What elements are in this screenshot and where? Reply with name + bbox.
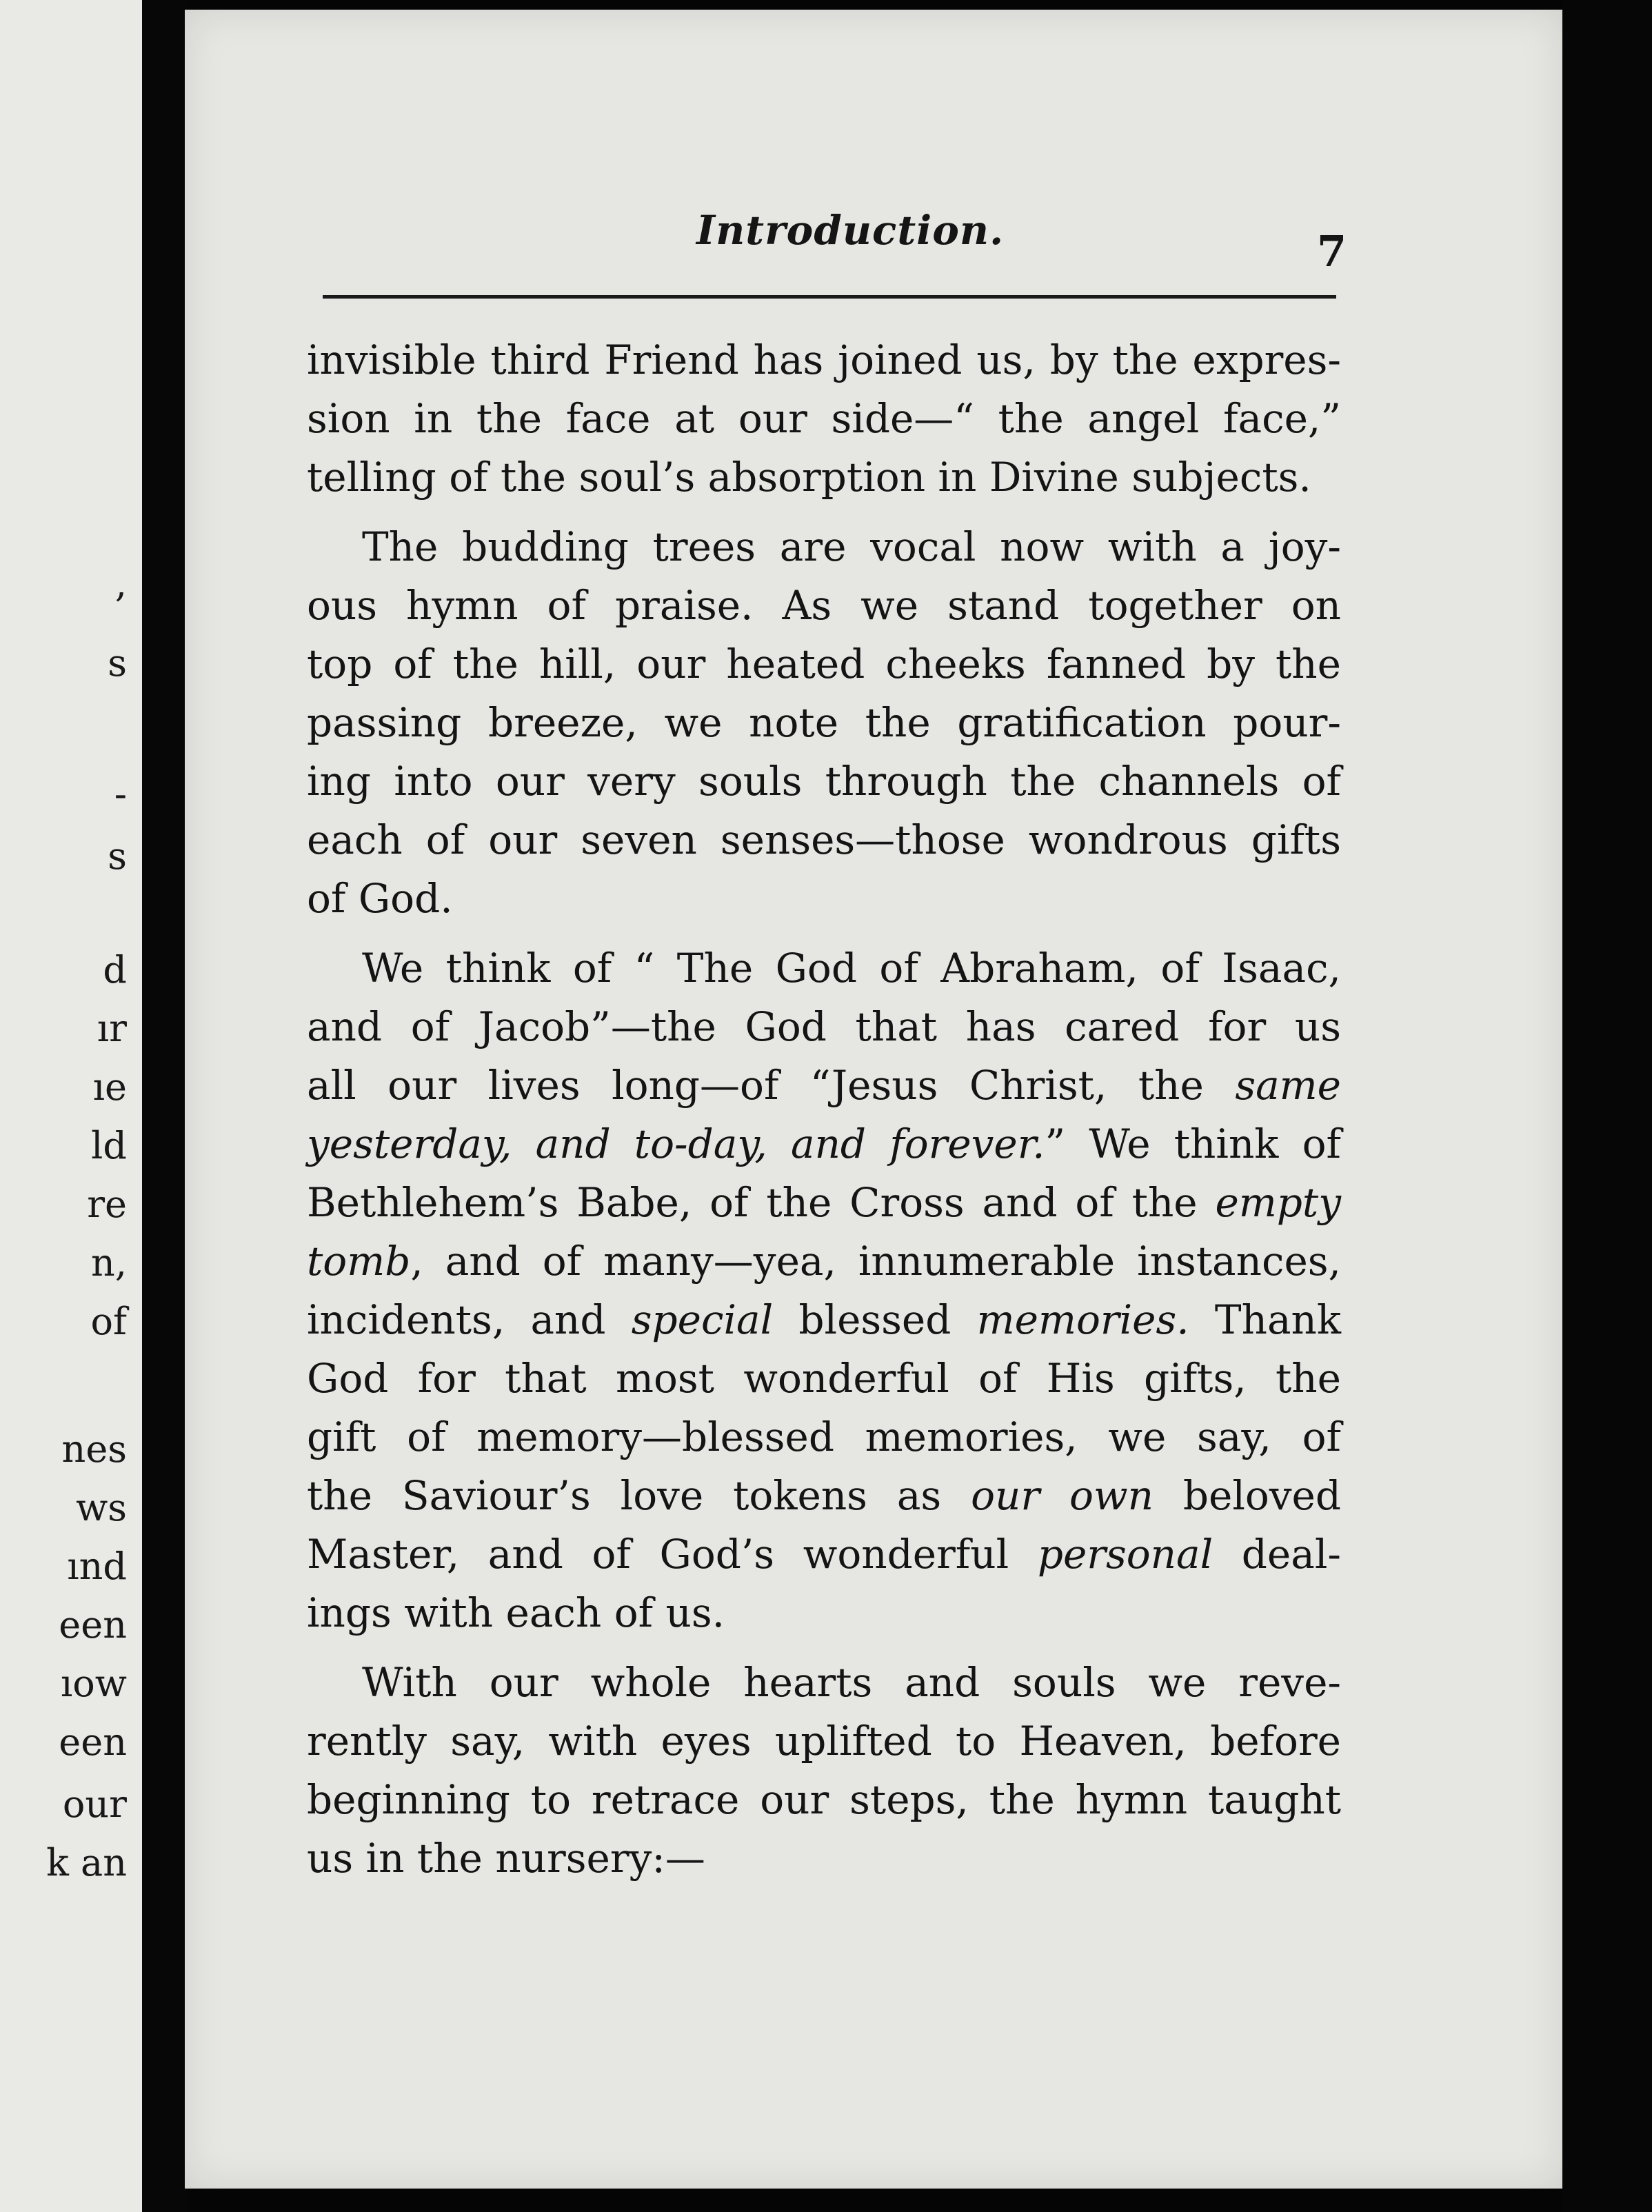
text-run: of God. <box>307 875 453 922</box>
italic-text: special <box>631 1296 774 1343</box>
left-page-fragment: ınd <box>67 1545 127 1588</box>
left-page-fragment: k an <box>46 1841 127 1884</box>
paragraph <box>307 331 1341 507</box>
italic-text: tomb <box>307 1238 411 1285</box>
italic-text: personal <box>1037 1531 1213 1578</box>
text-run: The budding trees are vocal now with a joy- <box>362 523 1341 570</box>
text-line <box>307 998 1341 1056</box>
text-run: ing into our very souls through the channels of <box>307 758 1341 805</box>
text-line <box>307 1771 1341 1829</box>
right-scan-edge <box>1562 0 1652 2212</box>
left-page-fragment: ld <box>91 1124 127 1167</box>
left-page-fragment: - <box>114 772 127 816</box>
paragraph-gap <box>307 1642 1341 1653</box>
italic-text: empty <box>1215 1179 1341 1226</box>
paragraph-gap <box>307 928 1341 939</box>
italic-text: memories. <box>976 1296 1189 1343</box>
left-page-fragment: ws <box>76 1486 127 1529</box>
text-run: invisible third Friend has joined us, by the expres- <box>307 336 1341 383</box>
book-gutter <box>142 0 188 2212</box>
left-page-fragment: , <box>114 562 127 605</box>
text-run: and of Jacob”—the God that has cared for us <box>307 1003 1341 1050</box>
paragraph <box>307 1653 1341 1888</box>
text-line <box>307 1115 1341 1174</box>
text-run: ings with each of us. <box>307 1589 725 1636</box>
text-line <box>307 1525 1341 1584</box>
text-run: each of our seven senses—those wondrous gifts <box>307 816 1341 863</box>
text-line <box>307 518 1341 576</box>
left-page-fragment: s <box>108 834 127 878</box>
left-page-fragment: re <box>87 1183 127 1226</box>
left-page-fragment: of <box>90 1300 127 1343</box>
text-line <box>307 1584 1341 1642</box>
text-line <box>307 1653 1341 1712</box>
text-line <box>307 1232 1341 1291</box>
text-run: telling of the soul’s absorption in Divine subjects. <box>307 454 1311 501</box>
text-run: With our whole hearts and souls we reve- <box>362 1659 1341 1706</box>
text-run: , and of many—yea, innumerable instances, <box>410 1238 1341 1285</box>
text-line <box>307 1467 1341 1525</box>
left-page-fragment: ır <box>97 1007 127 1050</box>
text-line <box>307 390 1341 448</box>
text-run: beginning to retrace our steps, the hymn taught <box>307 1776 1341 1823</box>
italic-text: our own <box>971 1472 1154 1519</box>
text-line <box>307 1712 1341 1771</box>
header-rule <box>323 295 1336 299</box>
text-run: top of the hill, our heated cheeks fanned by the <box>307 641 1341 687</box>
text-line <box>307 869 1341 928</box>
text-run: us in the nursery:— <box>307 1835 705 1882</box>
left-page-fragment: d <box>103 948 127 992</box>
text-line <box>307 939 1341 998</box>
text-run: incidents, and <box>307 1296 632 1343</box>
text-line <box>307 1174 1341 1232</box>
text-line <box>307 576 1341 635</box>
paragraph <box>307 518 1341 928</box>
text-line <box>307 1349 1341 1408</box>
text-run: beloved <box>1153 1472 1342 1519</box>
text-run: rently say, with eyes uplifted to Heaven, before <box>307 1718 1341 1764</box>
left-page-fragment: our <box>62 1782 127 1826</box>
text-run: sion in the face at our side—“ the angel face,” <box>307 395 1341 442</box>
paragraph-gap <box>307 507 1341 518</box>
left-page-fragment: een <box>59 1603 127 1647</box>
page-number: 7 <box>1317 226 1347 276</box>
text-run: ” We think of <box>1045 1120 1341 1167</box>
paragraph <box>307 939 1341 1642</box>
text-line <box>307 448 1341 507</box>
text-run: God for that most wonderful of His gifts, the <box>307 1355 1341 1402</box>
text-line <box>307 635 1341 694</box>
text-line <box>307 752 1341 811</box>
text-run: blessed <box>773 1296 977 1343</box>
text-line <box>307 1408 1341 1467</box>
text-run: deal- <box>1213 1531 1341 1578</box>
body-text <box>307 331 1341 1888</box>
left-page-fragment: een <box>59 1720 127 1764</box>
text-run: passing breeze, we note the gratification pour- <box>307 699 1341 746</box>
italic-text: same <box>1235 1062 1341 1109</box>
left-page-fragment: ıow <box>60 1662 127 1705</box>
text-run: the Saviour’s love tokens as <box>307 1472 971 1519</box>
left-page-fragment: n, <box>91 1241 127 1285</box>
text-run: Master, and of God’s wonderful <box>307 1531 1038 1578</box>
text-run: We think of “ The God of Abraham, of Isaac, <box>362 945 1341 992</box>
text-line <box>307 331 1341 390</box>
text-run: Thank <box>1189 1296 1342 1343</box>
running-head: Introduction. <box>696 207 1005 254</box>
italic-text: yesterday, and to-day, and forever. <box>307 1120 1045 1167</box>
left-page-fragment: ıe <box>92 1065 127 1109</box>
text-run: Bethlehem’s Babe, of the Cross and of the <box>307 1179 1216 1226</box>
text-run: all our lives long—of “Jesus Christ, the <box>307 1062 1236 1109</box>
text-run: ous hymn of praise. As we stand together on <box>307 582 1341 629</box>
left-page-fragment: s <box>108 641 127 685</box>
text-line <box>307 1056 1341 1115</box>
text-line <box>307 811 1341 869</box>
left-page-fragment: nes <box>61 1427 127 1471</box>
text-line <box>307 694 1341 752</box>
left-facing-page <box>0 0 142 2212</box>
text-line <box>307 1829 1341 1888</box>
text-line <box>307 1291 1341 1349</box>
text-run: gift of memory—blessed memories, we say, of <box>307 1414 1341 1460</box>
